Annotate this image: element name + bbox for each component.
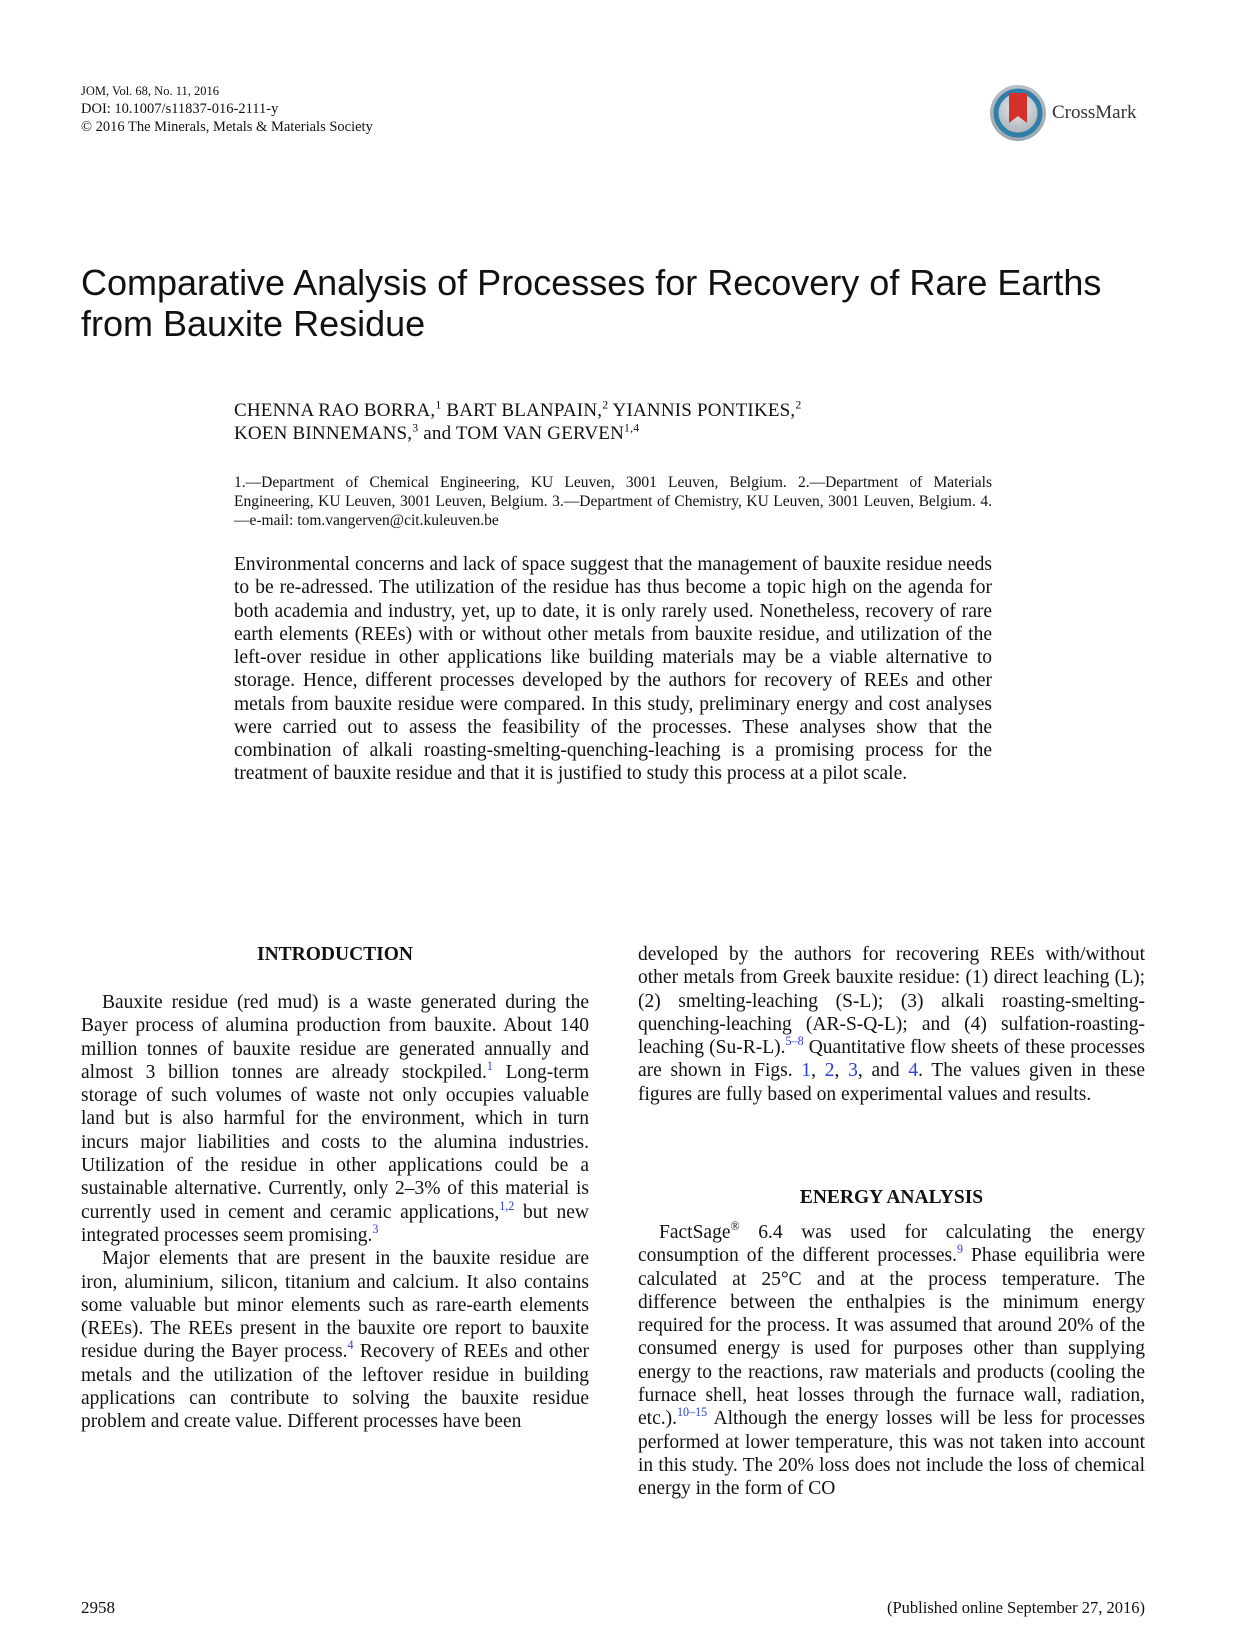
figure-link-4[interactable]: 4: [908, 1060, 919, 1082]
figure-link-1[interactable]: 1: [801, 1060, 812, 1082]
page-number: 2958: [81, 1598, 115, 1617]
author-name: KOEN BINNEMANS,: [234, 423, 413, 444]
crossmark-icon: [988, 83, 1050, 143]
journal-header: [81, 82, 373, 136]
section-heading-energy-analysis: ENERGY ANALYSIS: [799, 1187, 984, 1208]
abstract: Environmental concerns and lack of space suggest that the management of bauxite residue needs to be re-adressed. The utilization of the residue has thus become a topic high on the agenda for both academia and industry, yet, up to date, it is only rarely used. Nonetheless, recovery of rare earth elements (REEs) with or without other metals from bauxite residue, and utilization of the left-over residue in other applications like building materials may be a viable alternative to storage. Hence, different processes developed by the authors for recovery of REEs and other metals from bauxite residue were compared. In this study, preliminary energy and cost analyses were carried out to assess the feasibility of the processes. These analyses show that the combination of alkali roasting-smelting-quenching-leaching is a promising process for the treatment of bauxite residue and that it is justified to study this process at a pilot scale.: [234, 554, 992, 785]
copyright: © 2016 The Minerals, Metals & Materials Society: [81, 119, 373, 135]
publication-date: (Published online September 27, 2016): [886, 1598, 1145, 1617]
crossmark-label: CrossMark: [1052, 102, 1137, 123]
author-name: CHENNA RAO BORRA,: [234, 400, 436, 421]
introduction-body: [81, 991, 589, 1434]
citation-link[interactable]: 1: [486, 1059, 493, 1074]
registered-mark: ®: [730, 1219, 740, 1234]
author-name: YIANNIS PONTIKES,: [608, 400, 796, 421]
paper-title: [81, 262, 1181, 344]
affiliation-marker: 2: [602, 398, 609, 412]
citation-link[interactable]: 10–15: [676, 1405, 708, 1420]
author-name: BART BLANPAIN,: [441, 400, 603, 421]
figure-link-2[interactable]: 2: [824, 1060, 835, 1082]
title-line-1: Comparative Analysis of Processes for Recovery of Rare Earths: [81, 262, 1102, 303]
affiliation-marker: 1,4: [624, 421, 640, 435]
figure-link-3[interactable]: 3: [848, 1060, 858, 1082]
affiliation-marker: 3: [412, 421, 419, 435]
affiliation-marker: 2: [795, 398, 802, 412]
citation-link[interactable]: 9: [957, 1242, 964, 1257]
affiliations: 1.—Department of Chemical Engineering, KU Leuven, 3001 Leuven, Belgium. 2.—Department of Materials Engineering, KU Leuven, 3001 Leuven, Belgium. 3.—Department of Chemistry, KU Leuven, 3001 Leuven, Belgium. 4.—e-mail: tom.vangerven@cit.kuleuven.be: [234, 474, 992, 529]
author-line-2: [234, 422, 801, 445]
paragraph: FactSage® 6.4 was used for calculating the energy consumption of the different processes.$^9$ Phase equilibria were calculated at 25°C and at the process temperature. The difference between the enthalpies is the minimum energy required for the process. It was assumed that around 20% of the consumed energy is used for purposes other than supplying energy to the reactions, raw materials and products (cooling the furnace shell, heat losses through the furnace wall, radiation, etc.).$^{10-15}$ Although the energy losses will be less for processes performed at lower temperature, this was not taken into account in this study. The 20% loss does not include the loss of chemical energy in the form of CO: [638, 1219, 1146, 1500]
author-line-1: [234, 399, 801, 422]
crossmark-badge[interactable]: [988, 83, 1148, 143]
paragraph: Major elements that are present in the bauxite residue are iron, aluminium, silicon, titanium and calcium. It also contains some valuable but minor elements such as rare-earth elements (REEs). The REEs present in the bauxite ore report to bauxite residue during the Bayer process.$^4$ Recovery of REEs and other metals and the utilization of the leftover residue in building applications can contribute to solving the bauxite residue problem and create value. Different processes have been: [81, 1248, 589, 1433]
section-heading-introduction: INTRODUCTION: [256, 944, 414, 965]
citation-link[interactable]: 5–8: [785, 1034, 804, 1049]
paragraph: Bauxite residue (red mud) is a waste generated during the Bayer process of alumina production from bauxite. About 140 million tonnes of bauxite residue are generated annually and almost 3 billion tonnes are already stockpiled.$^1$ Long-term storage of such volumes of waste not only occupies valuable land but is also harmful for the environment, which in turn incurs major liabilities and costs to the alumina industries. Utilization of the residue in other applications could be a sustainable alternative. Currently, only 2–3% of this material is currently used in cement and ceramic applications,$^{1,2}$ but new integrated processes seem promising.$^3$: [81, 992, 589, 1246]
author-list: [234, 399, 801, 445]
author-name: and TOM VAN GERVEN: [418, 423, 624, 444]
journal-citation: JOM, Vol. 68, No. 11, 2016: [81, 84, 219, 98]
citation-link[interactable]: 3: [372, 1222, 379, 1237]
doi[interactable]: DOI: 10.1007/s11837-016-2111-y: [81, 101, 279, 117]
citation-link[interactable]: 1,2: [499, 1198, 515, 1213]
title-line-2: from Bauxite Residue: [81, 303, 426, 344]
affiliation-marker: 1: [435, 398, 442, 412]
citation-link[interactable]: 4: [347, 1338, 354, 1353]
paragraph: developed by the authors for recovering REEs with/without other metals from Greek bauxite residue: (1) direct leaching (L); (2) smelting-leaching (S-L); (3) alkali roasting-smelting-quenching-leaching (AR-S-Q-L); and (4) sulfation-roasting-leaching (Su-R-L).$^{5-8}$ Quantitative flow sheets of these processes are shown in Figs. 1, 2, 3, and 4. The values given in these figures are fully based on experimental values and results.: [638, 944, 1146, 1105]
